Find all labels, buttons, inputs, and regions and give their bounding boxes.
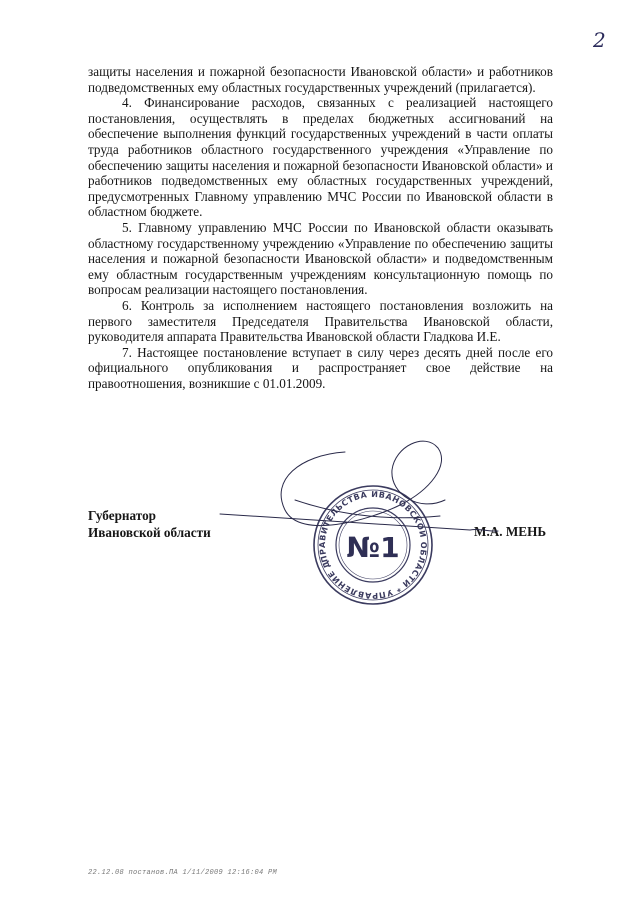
seal-ring-text: ПРАВИТЕЛЬСТВА ИВАНОВСКОЙ ОБЛАСТИ * УПРАВЛЕНИЕ ДЕЛОПРОИЗВОДСТВА <box>317 489 429 601</box>
seal-number: №1 <box>346 531 400 564</box>
signatory-region: Ивановской области <box>88 525 211 540</box>
paragraph-item-6: 6. Контроль за исполнением настоящего постановления возложить на первого заместителя Председателя Правительства Ивановской области, руководителя аппарата Правительства Ивановской области Гладкова И.Е. <box>88 297 553 345</box>
signatory-name: М.А. МЕНЬ <box>474 524 547 539</box>
paragraph-continuation: защиты населения и пожарной безопасности Ивановской области» и работников подведомственных ему областных государственных учреждений (прилагается). <box>88 64 553 95</box>
handwritten-signature <box>220 441 498 531</box>
paragraph-item-7: 7. Настоящее постановление вступает в силу через десять дней после его официального опубликования и распространяет свое действие на правоотношения, возникшие с 01.01.2009. <box>88 344 553 391</box>
page-number: 2 <box>593 28 606 52</box>
document-body <box>88 64 553 391</box>
signatory-position <box>88 507 211 541</box>
paragraph-item-4: 4. Финансирование расходов, связанных с реализацией настоящего постановления, осуществлять в пределах бюджетных ассигнований на обеспечение выполнения функций государственных учреждений в части оплаты труда работников областного государственного учреждения «Управление по обеспечению защиты населения и пожарной безопасности Ивановской области» и работников подведомственных ему областных государственных учреждений, предусмотренных Главному управлению МЧС России по Ивановской области в областном бюджете. <box>88 95 553 220</box>
document-footer: 22.12.08 постанов.ПА 1/11/2009 12:16:04 PM <box>88 869 278 877</box>
signatory-title: Губернатор <box>88 508 156 523</box>
paragraph-item-5: 5. Главному управлению МЧС России по Ивановской области оказывать областному государственному учреждению «Управление по обеспечению защиты населения и пожарной безопасности Ивановской области» и подведомственным ему областным государственным учреждениям консультационную помощь по вопросам реализации настоящего постановления. <box>88 219 553 298</box>
